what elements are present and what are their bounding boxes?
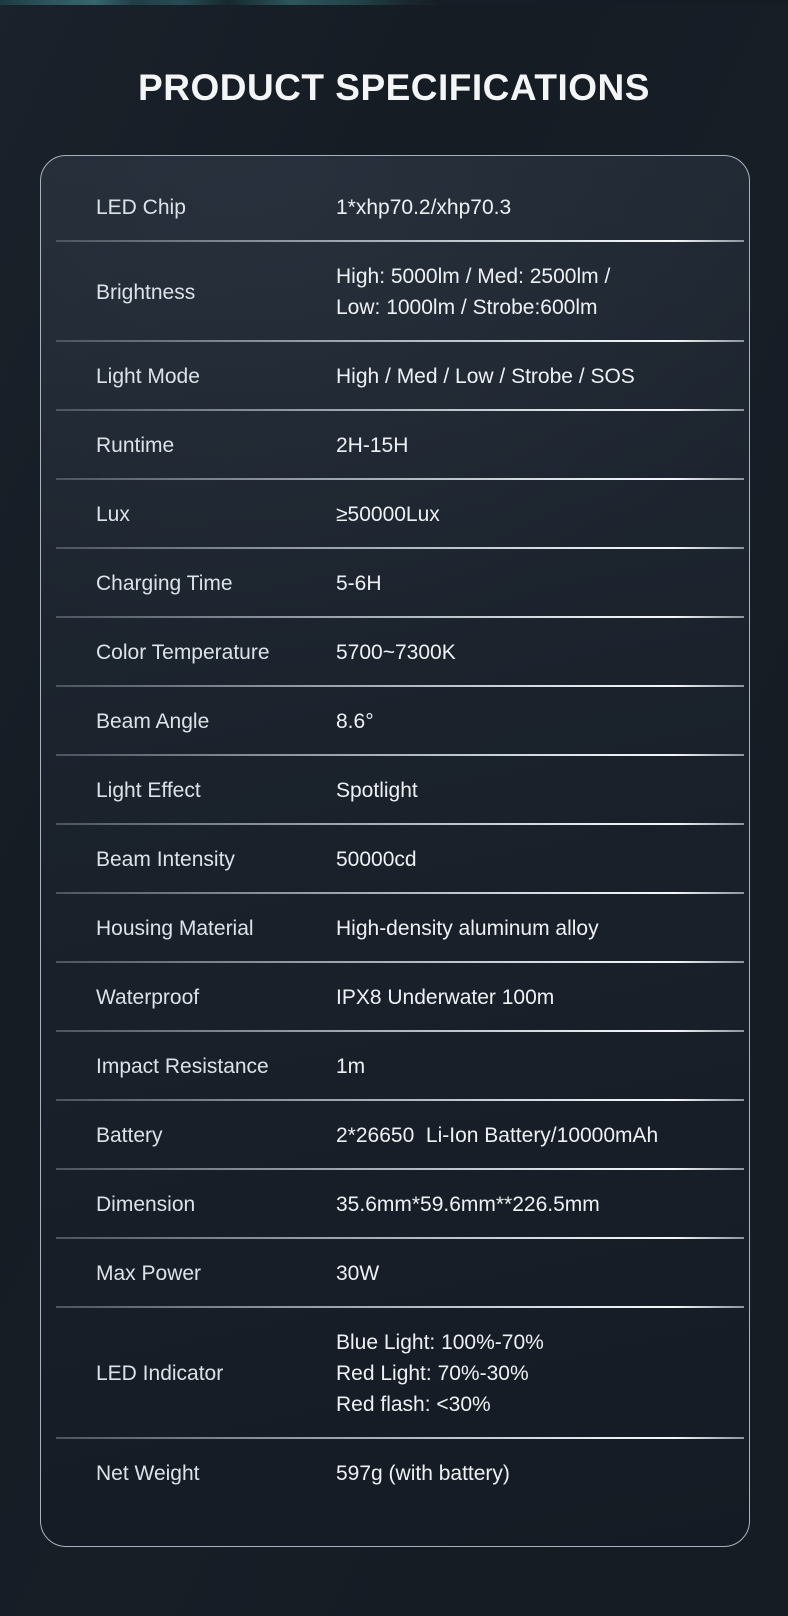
spec-value-line: IPX8 Underwater 100m <box>336 986 555 1009</box>
spec-label: Beam Angle <box>96 710 210 733</box>
spec-value-line: Red Light: 70%-30% <box>336 1362 529 1385</box>
page-header <box>0 0 788 109</box>
spec-value <box>336 1120 737 1151</box>
spec-label: Light Mode <box>96 365 200 388</box>
spec-label: LED Indicator <box>96 1362 224 1385</box>
spec-card <box>40 155 750 1547</box>
spec-value-line: 597g (with battery) <box>336 1462 510 1485</box>
spec-row <box>41 1101 749 1170</box>
spec-row <box>41 242 749 342</box>
spec-label: Dimension <box>96 1193 196 1216</box>
spec-value <box>336 1458 737 1489</box>
spec-value-line: 35.6mm*59.6mm**226.5mm <box>336 1193 600 1216</box>
spec-value <box>336 1051 737 1082</box>
spec-label: Lux <box>96 503 130 526</box>
spec-value <box>336 1327 737 1420</box>
spec-row <box>41 618 749 687</box>
spec-value <box>336 1258 737 1289</box>
spec-value-line: ≥50000Lux <box>336 503 440 526</box>
spec-label: LED Chip <box>96 196 186 219</box>
page-title: PRODUCT SPECIFICATIONS <box>138 67 650 108</box>
spec-row <box>41 1032 749 1101</box>
spec-label: Light Effect <box>96 779 201 802</box>
spec-value <box>336 261 737 323</box>
spec-label: Impact Resistance <box>96 1055 269 1078</box>
spec-label: Brightness <box>96 280 196 304</box>
spec-row <box>41 687 749 756</box>
spec-value <box>336 568 737 599</box>
spec-value-line: 1*xhp70.2/xhp70.3 <box>336 196 512 219</box>
spec-row <box>41 825 749 894</box>
spec-value-line: Spotlight <box>336 779 418 802</box>
spec-value-line: 8.6° <box>336 710 374 733</box>
spec-value <box>336 499 737 530</box>
spec-value-line: 2H-15H <box>336 434 409 457</box>
spec-label: Runtime <box>96 434 175 457</box>
spec-value <box>336 192 737 223</box>
spec-value-line: Blue Light: 100%-70% <box>336 1331 544 1354</box>
spec-value-line: High: 5000lm / Med: 2500lm / <box>336 265 611 288</box>
spec-row <box>41 549 749 618</box>
spec-value <box>336 430 737 461</box>
spec-value-line: 1m <box>336 1055 366 1078</box>
spec-row <box>41 1170 749 1239</box>
spec-value <box>336 913 737 944</box>
spec-label: Battery <box>96 1124 163 1147</box>
spec-row <box>41 963 749 1032</box>
spec-value <box>336 775 737 806</box>
spec-label: Color Temperature <box>96 641 270 664</box>
spec-row <box>41 411 749 480</box>
spec-value-line: 2*26650 Li-Ion Battery/10000mAh <box>336 1124 659 1147</box>
spec-label: Beam Intensity <box>96 848 235 871</box>
spec-label: Waterproof <box>96 986 200 1009</box>
top-image-sliver <box>0 0 788 5</box>
spec-row <box>41 1239 749 1308</box>
spec-label: Max Power <box>96 1262 202 1285</box>
spec-value-line: 5-6H <box>336 572 382 595</box>
spec-label: Charging Time <box>96 572 233 595</box>
spec-row <box>41 1439 749 1546</box>
spec-label: Net Weight <box>96 1462 200 1485</box>
spec-value <box>336 637 737 668</box>
spec-value-line: High-density aluminum alloy <box>336 917 599 940</box>
spec-value <box>336 844 737 875</box>
spec-value <box>336 706 737 737</box>
spec-value-line: Red flash: <30% <box>336 1393 491 1416</box>
spec-row <box>41 168 749 242</box>
spec-row <box>41 1308 749 1439</box>
spec-value <box>336 361 737 392</box>
spec-value <box>336 982 737 1013</box>
spec-row <box>41 894 749 963</box>
spec-value-line: Low: 1000lm / Strobe:600lm <box>336 296 598 319</box>
spec-value-line: 5700~7300K <box>336 641 456 664</box>
spec-value-line: 30W <box>336 1262 380 1285</box>
spec-value-line: 50000cd <box>336 848 417 871</box>
spec-value-line: High / Med / Low / Strobe / SOS <box>336 365 635 388</box>
spec-row <box>41 756 749 825</box>
spec-label: Housing Material <box>96 917 254 940</box>
spec-value <box>336 1189 737 1220</box>
spec-row <box>41 342 749 411</box>
spec-row <box>41 480 749 549</box>
